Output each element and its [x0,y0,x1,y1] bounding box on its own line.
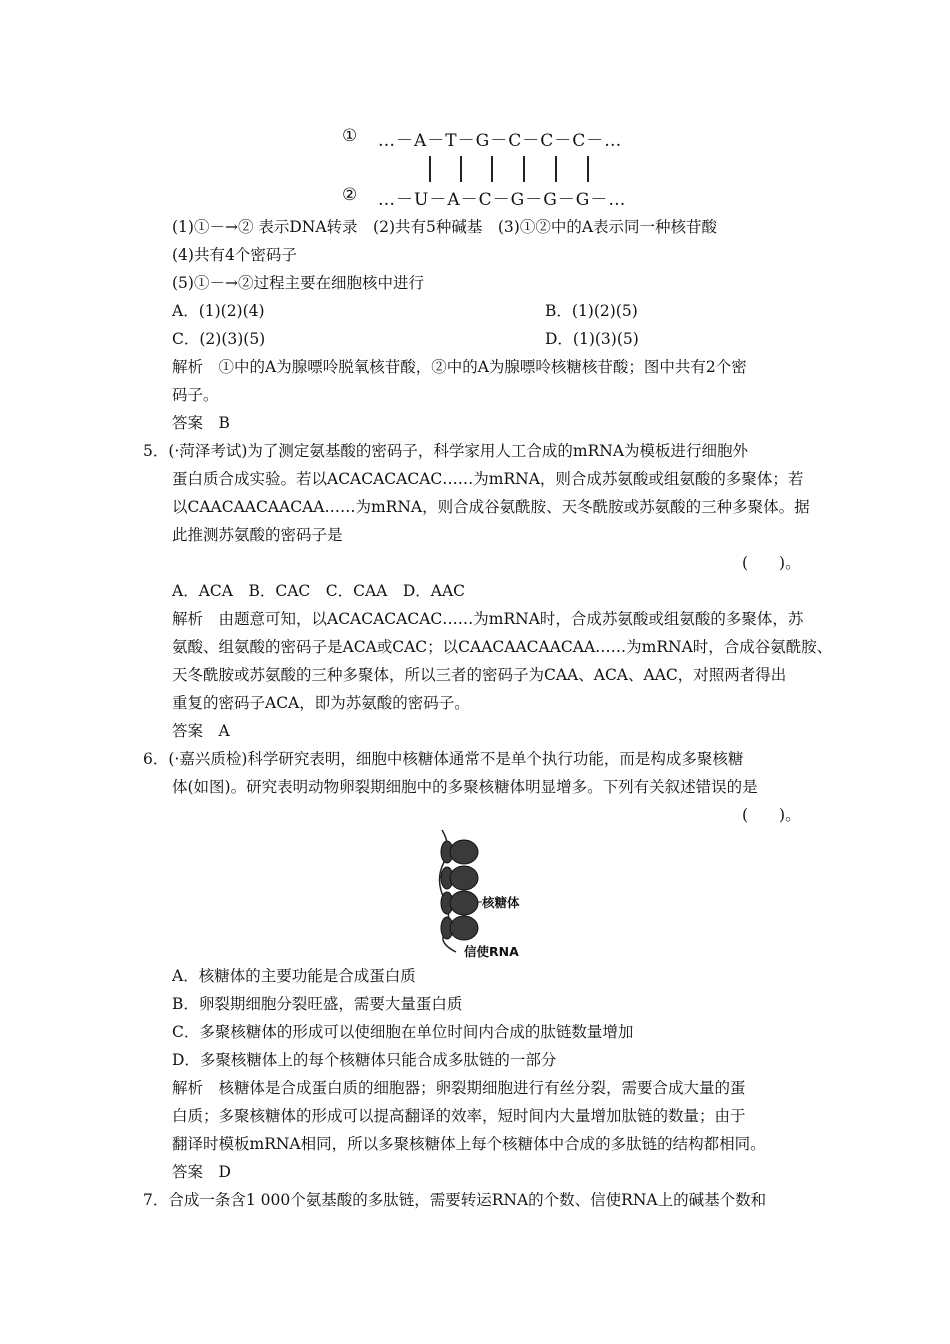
strand2-label: ② [342,185,359,205]
pair-bond [429,156,431,182]
q4-statement-3: (5)①－→②过程主要在细胞核中进行 [172,274,424,292]
q4-option-c: C．(2)(3)(5) [172,330,266,348]
strand1-label: ① [342,126,359,146]
q6-stem: 6．(·嘉兴质检)科学研究表明，细胞中核糖体通常不是单个执行功能，而是构成多聚核糖 [143,750,744,768]
q6-analysis: 解析 核糖体是合成蛋白质的细胞器；卵裂期细胞进行有丝分裂，需要合成大量的蛋 [172,1079,746,1097]
q5-answer-blank: ( )。 [742,554,801,572]
pair-bond [555,156,557,182]
q4-analysis: 解析 ①中的A为腺嘌呤脱氧核苷酸，②中的A为腺嘌呤核糖核苷酸；图中共有2个密 [172,358,747,376]
q5-stem-line2: 蛋白质合成实验。若以ACACACACAC……为mRNA，则合成苏氨酸或组氨酸的多聚体；若 [172,470,804,488]
q4-answer: 答案 B [172,414,230,432]
strand2-sequence: …－U－A－C－G－G－G－… [378,190,627,210]
q5-stem: 5．(·菏泽考试)为了测定氨基酸的密码子，科学家用人工合成的mRNA为模板进行细胞外 [143,442,749,460]
q6-analysis-line2: 白质；多聚核糖体的形成可以提高翻译的效率，短时间内大量增加肽链的数量；由于 [172,1107,746,1125]
q5-analysis-line3: 天冬酰胺或苏氨酸的三种多聚体，所以三者的密码子为CAA、ACA、AAC，对照两者得出 [172,666,787,684]
polyribosome-figure [430,828,540,960]
q5-analysis-line2: 氨酸、组氨酸的密码子是ACA或CAC；以CAACAACAACAA……为mRNA时，合成谷氨酰胺、 [172,638,833,656]
q6-option-a: A．核糖体的主要功能是合成蛋白质 [172,967,416,985]
q4-analysis-cont: 码子。 [172,386,219,404]
q5-stem-line3: 以CAACAACAACAA……为mRNA，则合成谷氨酰胺、天冬酰胺或苏氨酸的三种多聚体。据 [172,498,810,516]
q6-stem-line2: 体(如图)。研究表明动物卵裂期细胞中的多聚核糖体明显增多。下列有关叙述错误的是 [172,778,758,796]
q6-option-d: D．多聚核糖体上的每个核糖体只能合成多肽链的一部分 [172,1051,557,1069]
pair-bond [587,156,589,182]
q6-option-c: C．多聚核糖体的形成可以使细胞在单位时间内合成的肽链数量增加 [172,1023,634,1041]
q5-analysis: 解析 由题意可知，以ACACACACAC……为mRNA时，合成苏氨酸或组氨酸的多聚体，苏 [172,610,804,628]
q6-answer-blank: ( )。 [742,806,801,824]
q4-option-a: A．(1)(2)(4) [172,302,265,320]
q5-answer: 答案 A [172,722,230,740]
q4-statement-1: (1)①－→② 表示DNA转录 (2)共有5种碱基 (3)①②中的A表示同一种核苷酸 [172,218,718,236]
label-ribosome: 核糖体 [482,895,520,910]
q5-analysis-line4: 重复的密码子ACA，即为苏氨酸的密码子。 [172,694,470,712]
q5-options: A．ACA B．CAC C．CAA D．AAC [172,582,466,600]
pair-bond [460,156,462,182]
q4-statement-2: (4)共有4个密码子 [172,246,297,264]
q6-answer: 答案 D [172,1163,231,1181]
q6-analysis-line3: 翻译时模板mRNA相同，所以多聚核糖体上每个核糖体中合成的多肽链的结构都相同。 [172,1135,766,1153]
q7-stem: 7．合成一条含1 000个氨基酸的多肽链，需要转运RNA的个数、信使RNA上的碱基个数和 [143,1191,767,1209]
q6-option-b: B．卵裂期细胞分裂旺盛，需要大量蛋白质 [172,995,463,1013]
q4-option-d: D．(1)(3)(5) [545,330,639,348]
label-mrna: 信使RNA [464,944,519,959]
strand1-sequence: …－A－T－G－C－C－C－… [378,131,623,151]
pair-bond [491,156,493,182]
q4-option-b: B．(1)(2)(5) [545,302,638,320]
pair-bond [523,156,525,182]
q5-stem-line4: 此推测苏氨酸的密码子是 [172,526,343,544]
